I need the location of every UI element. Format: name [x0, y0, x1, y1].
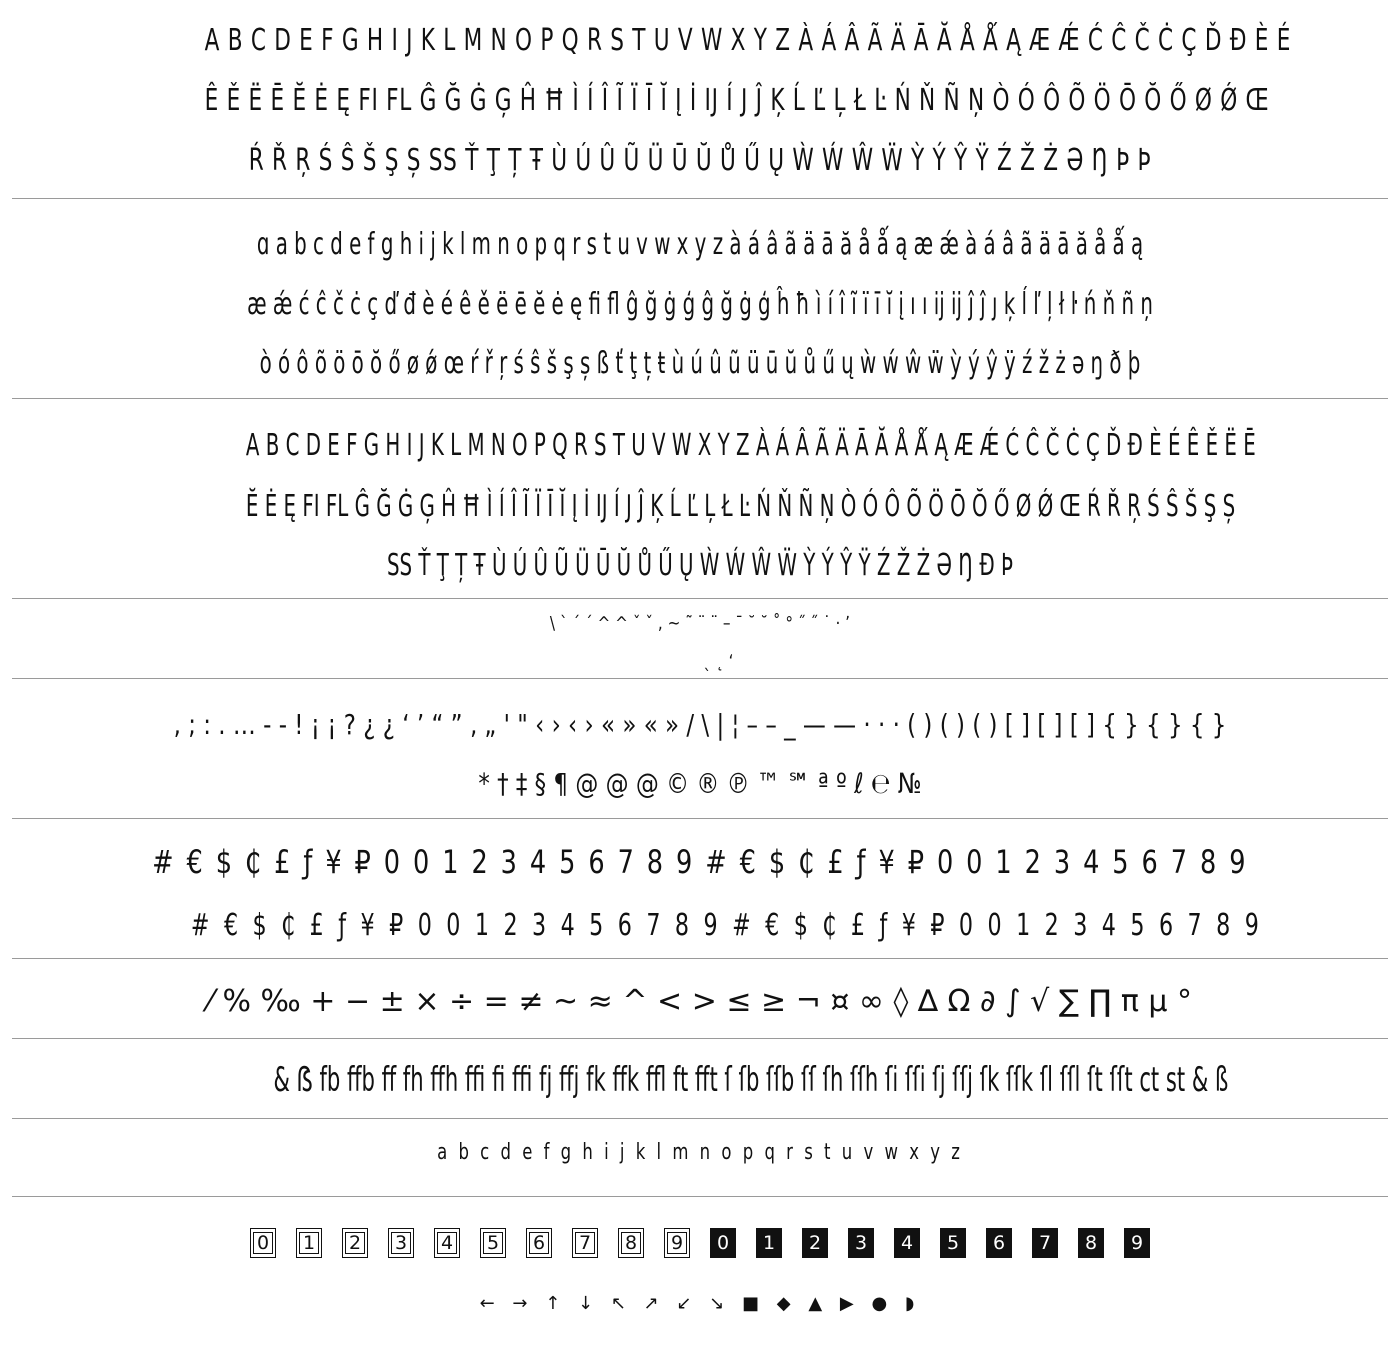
divider — [12, 598, 1388, 599]
symbols-row-2: * † ‡ § ¶ @ @ @ © ® ℗ ™ ℠ ª º ℓ ℮ № — [478, 767, 922, 800]
smallcaps-row-3: SS Ť Ţ Ț Ŧ Ù Ú Û Ũ Ü Ū Ŭ Ů Ű Ų Ẁ Ẃ Ŵ Ẅ Ỳ Ý Ŷ Ÿ Ź Ž Ż Ə Ŋ Đ Þ — [386, 548, 1014, 583]
boxed-digit-6: 6 — [526, 1228, 552, 1258]
boxed-digit-0: 0 — [250, 1228, 276, 1258]
solid-digit-8: 8 — [1078, 1228, 1104, 1258]
boxed-digit-9: 9 — [664, 1228, 690, 1258]
divider — [12, 1038, 1388, 1039]
divider — [12, 198, 1388, 199]
solid-digit-2: 2 — [802, 1228, 828, 1258]
solid-digit-1: 1 — [756, 1228, 782, 1258]
boxed-digit-3: 3 — [388, 1228, 414, 1258]
solid-digit-3: 3 — [848, 1228, 874, 1258]
boxed-digit-7: 7 — [572, 1228, 598, 1258]
figures-row-1: # € $ ₵ £ ƒ ¥ ₽ 0 0 1 2 3 4 5 6 7 8 9 # € $ ₵ £ ƒ ¥ ₽ 0 0 1 2 3 4 5 6 7 8 9 — [152, 843, 1248, 881]
solid-digit-4: 4 — [894, 1228, 920, 1258]
solid-digit-5: 5 — [940, 1228, 966, 1258]
figures-row-2: # € $ ₵ £ ƒ ¥ ₽ 0 0 1 2 3 4 5 6 7 8 9 # € $ ₵ £ ƒ ¥ ₽ 0 0 1 2 3 4 5 6 7 8 9 — [190, 908, 1263, 943]
punctuation-row-1: , ; : . … - - ! ¡ ¡ ? ¿ ¿ ‘ ’ “ ” ‚ „ ' " ‹ › ‹ › « » « » / \ | ¦ – – _ — — · · · ( ) ( ) ( ) [ ] [ ] [ ] { } { } { } — [173, 708, 1227, 741]
divider — [12, 818, 1388, 819]
lowercase-row-3: ò ó ô õ ö ō ŏ ő ø ǿ œ ŕ ř ŗ ś ŝ š ş ș ß ť ţ ț ŧ ù ú û ũ ü ū ŭ ů ű ų ẁ ẃ ŵ ẅ ỳ ý ŷ ÿ ź ž ż ə ŋ ð þ — [259, 346, 1141, 381]
divider — [12, 1118, 1388, 1119]
divider — [12, 1196, 1388, 1197]
boxed-digit-2: 2 — [342, 1228, 368, 1258]
smallcaps-row-2: Ĕ Ė Ę FI FL Ĝ Ğ Ġ Ģ Ĥ Ħ Ì Í Î Ĩ Ï Ī Ĭ Į İ IJ Í J Ĵ Ķ Ĺ Ľ Ļ Ł Ŀ Ń Ň Ñ Ņ Ò Ó Ô Õ Ö Ō Ŏ Ő Ø Ǿ Œ Ŕ Ř Ŗ Ś Ŝ Š Ş Ș — [245, 489, 1236, 524]
divider — [12, 958, 1388, 959]
smallcaps-row-1: A B C D E F G H I J K L M N O P Q R S T U V W X Y Z À Á Â Ã Ä Ā Ă Å Ǻ Ą Æ Ǽ Ć Ĉ Č Ċ Ç Ď Đ È É Ê Ě Ë Ē — [245, 428, 1256, 463]
boxed-digit-8: 8 — [618, 1228, 644, 1258]
divider — [12, 398, 1388, 399]
boxed-digit-5: 5 — [480, 1228, 506, 1258]
accents-row-1: \ ` ´ ´ ^ ^ ˇ ˇ , ~ ˜ ¨ ¨ – ¯ ˘ ˘ ˚ ° ˝ ˝ ˙ · ʼ — [549, 613, 851, 634]
uppercase-row-1: A B C D E F G H I J K L M N O P Q R S T U V W X Y Z À Á Â Ã Ä Ā Ă Å Ǻ Ą Æ Ǽ Ć Ĉ Č Ċ Ç Ď Đ È É — [204, 23, 1292, 58]
solid-digit-6: 6 — [986, 1228, 1012, 1258]
arrows-and-shapes-row: ← → ↑ ↓ ↖ ↗ ↙ ↘ ■ ◆ ▲ ▶ ● ◗ — [479, 1293, 921, 1314]
uppercase-row-3: Ŕ Ř Ŗ Ś Ŝ Š Ş Ș SS Ť Ţ Ț Ŧ Ù Ú Û Ũ Ü Ū Ŭ Ů Ű Ų Ẁ Ẃ Ŵ Ẅ Ỳ Ý Ŷ Ÿ Ź Ž Ż Ə Ŋ Þ Þ — [248, 143, 1152, 178]
divider — [12, 678, 1388, 679]
math-symbols-row: ⁄ % ‰ + − ± × ÷ = ≠ ~ ≈ ^ < > ≤ ≥ ¬ ¤ ∞ ◊ ∆ Ω ∂ ∫ √ ∑ ∏ π µ ° — [207, 984, 1193, 1019]
boxed-digits-row — [12, 1226, 1388, 1260]
ligatures-row: & ẞ fb ffb ff fh ffh ffi fi ffi fj ffj fk ffk ffl ft fft ſ ſb ſſb ſſ ſh ſſh ſi ſſi ſj ſſj ſk ſſk ſl ſſl ſt ſſt ct st & ß — [273, 1060, 1229, 1100]
solid-digit-9: 9 — [1124, 1228, 1150, 1258]
solid-digit-7: 7 — [1032, 1228, 1058, 1258]
lowercase-row-2: æ ǽ ć ĉ č ċ ç ď đ è é ê ě ë ē ĕ ė ę ﬁ ﬂ ĝ ğ ġ ģ ĝ ğ ġ ģ ĥ ħ ì í î ĩ ï ī ĭ į ı ı ĳ ĳ ĵ ĵ ȷ ķ ĺ ľ ļ ł ŀ ń ň ñ ņ — [247, 287, 1153, 322]
solid-digit-0: 0 — [710, 1228, 736, 1258]
accents-row-2: ˎ ˛ ʻ — [703, 651, 734, 672]
uppercase-row-2: Ê Ě Ë Ē Ĕ Ė Ę FI FL Ĝ Ğ Ġ Ģ Ĥ Ħ Ì Í Î Ĩ Ï Ī Ĭ Į İ IJ Í J Ĵ Ķ Ĺ Ľ Ļ Ł Ŀ Ń Ň Ñ Ņ Ò Ó Ô Õ Ö Ō Ŏ Ő Ø Ǿ Œ — [204, 83, 1270, 118]
boxed-digit-1: 1 — [296, 1228, 322, 1258]
boxed-digit-4: 4 — [434, 1228, 460, 1258]
superior-lowercase-row: a b c d e f g h i j k l m n o p q r s t u v w x y z — [437, 1140, 963, 1165]
lowercase-row-1: ɑ a b c d e f g h i j k l m n o p q r s t u v w x y z à á â ã ä ā ă å ǻ ą æ ǽ à á â ã ä ā ă å ǻ ą — [256, 227, 1144, 262]
